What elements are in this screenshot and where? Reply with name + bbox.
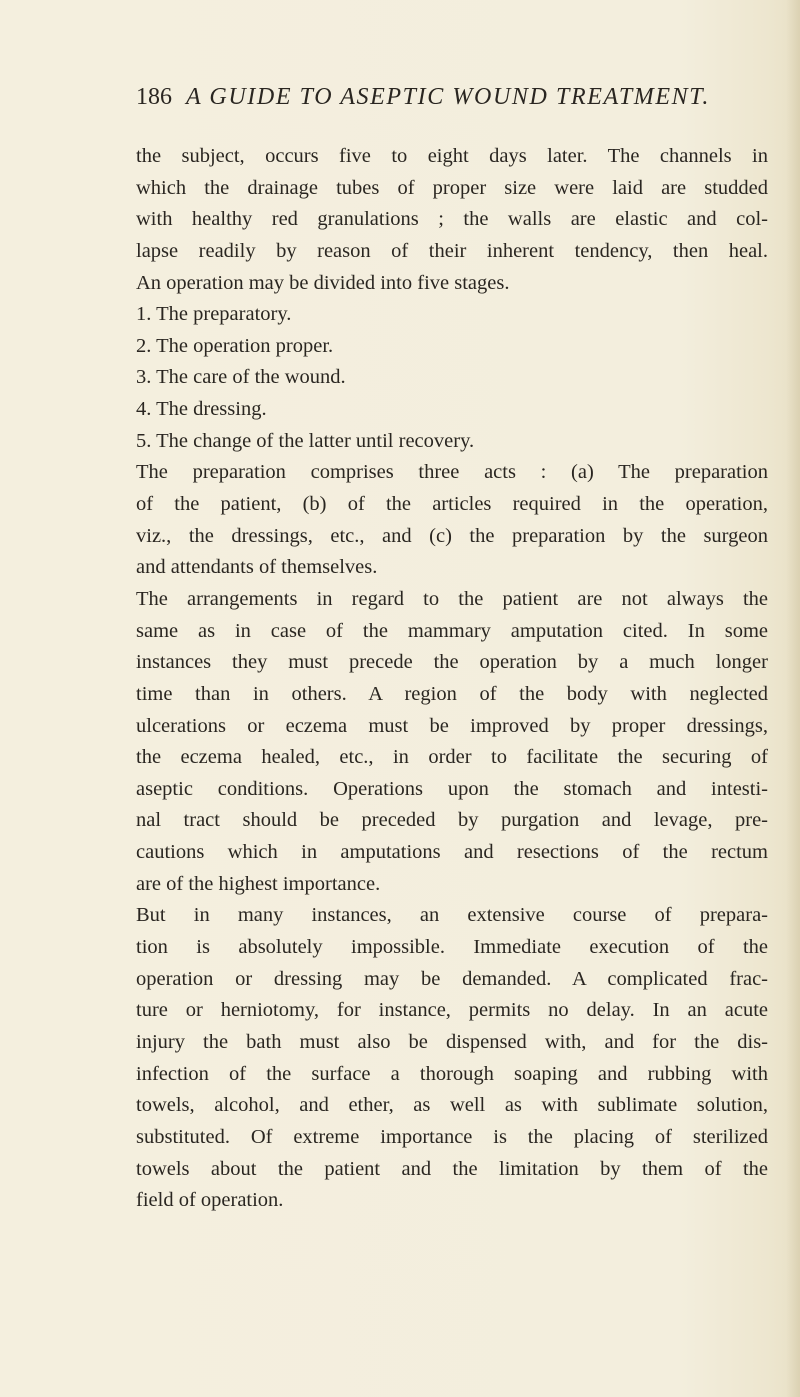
text-line: viz., the dressings, etc., and (c) the preparation by the surgeon: [136, 524, 768, 547]
list-item: 5. The change of the latter until recovery.: [136, 429, 475, 452]
text-line: ture or herniotomy, for instance, permits no delay. In an acute: [136, 999, 768, 1022]
text-line: are of the highest importance.: [136, 872, 381, 895]
text-line: operation or dressing may be demanded. A complicated frac-: [136, 967, 768, 990]
text-line: An operation may be divided into five stages.: [136, 271, 510, 294]
text-line: same as in case of the mammary amputation cited. In some: [136, 619, 768, 642]
text-line: tion is absolutely impossible. Immediate execution of the: [136, 936, 768, 959]
text-line: the eczema healed, etc., in order to facilitate the securing of: [136, 746, 768, 769]
text-line: of the patient, (b) of the articles required in the operation,: [136, 493, 768, 516]
body-text: [136, 141, 768, 1217]
page-number: 186: [136, 84, 172, 110]
text-line: nal tract should be preceded by purgation and levage, pre-: [136, 809, 768, 832]
text-line: The arrangements in regard to the patient are not always the: [136, 587, 768, 610]
running-head: [136, 82, 766, 112]
text-line: lapse readily by reason of their inherent tendency, then heal.: [136, 239, 768, 262]
text-line: the subject, occurs five to eight days later. The channels in: [136, 145, 768, 167]
text-line: cautions which in amputations and resections of the rectum: [136, 841, 768, 864]
text-line: towels about the patient and the limitation by them of the: [136, 1157, 768, 1180]
page-edge-shadow: [786, 0, 800, 1397]
text-line: aseptic conditions. Operations upon the stomach and intesti-: [136, 777, 768, 800]
text-line: But in many instances, an extensive course of prepara-: [136, 904, 768, 927]
list-item: 1. The preparatory.: [136, 303, 292, 326]
list-item: 2. The operation proper.: [136, 334, 334, 357]
text-line: The preparation comprises three acts : (a) The preparation: [136, 461, 768, 484]
text-line: and attendants of themselves.: [136, 556, 378, 579]
text-line: field of operation.: [136, 1189, 284, 1212]
text-line: substituted. Of extreme importance is the placing of sterilized: [136, 1125, 768, 1148]
text-line: instances they must precede the operation by a much longer: [136, 651, 768, 674]
text-line: ulcerations or eczema must be improved by proper dressings,: [136, 714, 768, 737]
text-line: with healthy red granulations ; the walls are elastic and col-: [136, 208, 768, 231]
text-line: infection of the surface a thorough soaping and rubbing with: [136, 1062, 768, 1085]
text-line: time than in others. A region of the body with neglected: [136, 682, 768, 705]
text-line: injury the bath must also be dispensed with, and for the dis-: [136, 1030, 768, 1053]
text-line: which the drainage tubes of proper size were laid are studded: [136, 176, 768, 199]
list-item: 3. The care of the wound.: [136, 366, 346, 389]
running-title: A GUIDE TO ASEPTIC WOUND TREATMENT.: [186, 84, 711, 110]
list-item: 4. The dressing.: [136, 398, 267, 421]
text-line: towels, alcohol, and ether, as well as with sublimate solution,: [136, 1094, 768, 1117]
